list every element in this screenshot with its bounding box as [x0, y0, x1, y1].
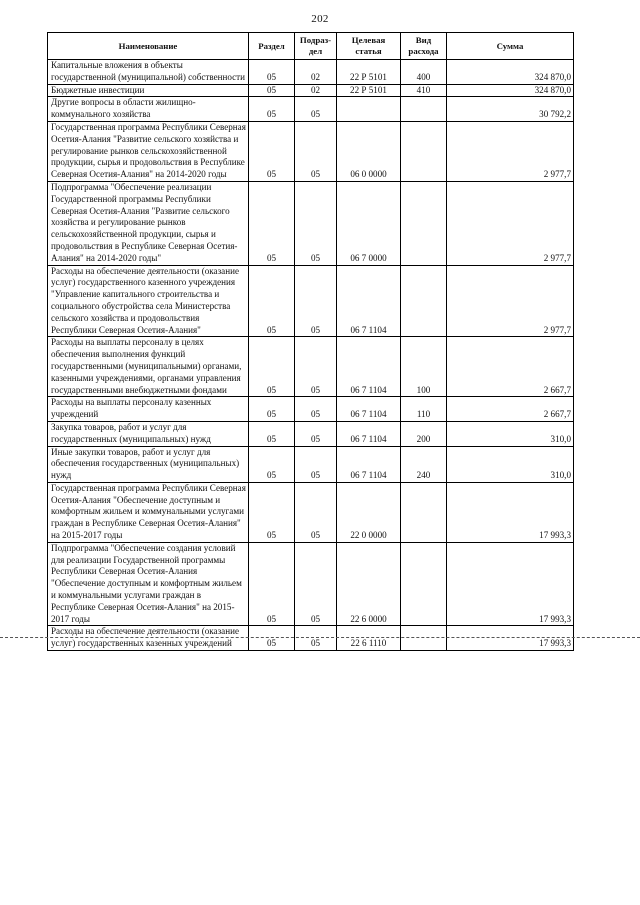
header-subsection: Подраз- дел	[295, 33, 337, 60]
cell-expense-type	[401, 181, 447, 265]
budget-table	[47, 32, 574, 651]
table-header-row	[48, 33, 574, 60]
cell-target-article: 22 0 0000	[337, 482, 401, 542]
cell-section: 05	[249, 337, 295, 397]
table-row	[48, 337, 574, 397]
cell-sum: 30 792,2	[447, 97, 574, 122]
cell-name: Капитальные вложения в объекты государственной (муниципальной) собственности	[48, 60, 249, 85]
cell-name: Расходы на обеспечение деятельности (оказание услуг) государственного казенного учреждения "Управление капитального строительства и социального обустройства села Министерства сельского хозяйства и продовольствия Республики Северная Осетия-Алания"	[48, 265, 249, 337]
cell-section: 05	[249, 446, 295, 482]
page-number: 202	[311, 13, 329, 25]
cell-subsection: 05	[295, 97, 337, 122]
cell-target-article: 22 Р 5101	[337, 60, 401, 85]
table-row	[48, 265, 574, 337]
scan-cut-line	[0, 637, 640, 638]
cell-section: 05	[249, 421, 295, 446]
cell-subsection: 05	[295, 542, 337, 626]
cell-section: 05	[249, 84, 295, 97]
table-row	[48, 482, 574, 542]
table-row	[48, 121, 574, 181]
cell-sum: 17 993,3	[447, 626, 574, 651]
cell-expense-type: 410	[401, 84, 447, 97]
cell-name: Расходы на выплаты персоналу казенных учреждений	[48, 397, 249, 422]
cell-name: Бюджетные инвестиции	[48, 84, 249, 97]
cell-target-article: 22 6 0000	[337, 542, 401, 626]
header-expense-type: Вид расхода	[401, 33, 447, 60]
cell-subsection: 05	[295, 265, 337, 337]
cell-target-article: 06 7 1104	[337, 265, 401, 337]
cell-name: Государственная программа Республики Северная Осетия-Алания "Обеспечение доступным и комфортным жильем и коммунальными услугами граждан в Республике Северная Осетия-Алания" на 2015-2017 годы	[48, 482, 249, 542]
cell-sum: 2 977,7	[447, 181, 574, 265]
cell-expense-type	[401, 121, 447, 181]
cell-expense-type	[401, 482, 447, 542]
cell-section: 05	[249, 397, 295, 422]
cell-subsection: 05	[295, 121, 337, 181]
cell-expense-type	[401, 542, 447, 626]
cell-target-article	[337, 97, 401, 122]
cell-section: 05	[249, 181, 295, 265]
cell-section: 05	[249, 265, 295, 337]
table-row	[48, 84, 574, 97]
cell-subsection: 05	[295, 181, 337, 265]
table-row	[48, 397, 574, 422]
table-row	[48, 181, 574, 265]
cell-target-article: 06 7 1104	[337, 337, 401, 397]
cell-subsection: 02	[295, 60, 337, 85]
cell-name: Другие вопросы в области жилищно-коммунального хозяйства	[48, 97, 249, 122]
table-row	[48, 446, 574, 482]
header-section: Раздел	[249, 33, 295, 60]
cell-expense-type: 240	[401, 446, 447, 482]
header-name: Наименование	[48, 33, 249, 60]
cell-name: Подпрограмма "Обеспечение реализации Государственной программы Республики Северная Осетия-Алания "Развитие сельского хозяйства и регулирование рынков сельскохозяйственной продукции, сырья и продовольствия в Республике Северная Осетия-Алания" на 2014-2020 годы"	[48, 181, 249, 265]
cell-subsection: 05	[295, 397, 337, 422]
cell-sum: 324 870,0	[447, 60, 574, 85]
cell-subsection: 02	[295, 84, 337, 97]
cell-name: Расходы на выплаты персоналу в целях обеспечения выполнения функций государственными (муниципальными) органами, казенными учреждениями, органами управления государственными внебюджетными фондами	[48, 337, 249, 397]
cell-sum: 2 667,7	[447, 397, 574, 422]
cell-expense-type	[401, 97, 447, 122]
cell-expense-type: 200	[401, 421, 447, 446]
cell-sum: 310,0	[447, 446, 574, 482]
cell-subsection: 05	[295, 446, 337, 482]
table-body	[48, 60, 574, 651]
cell-sum: 17 993,3	[447, 542, 574, 626]
cell-target-article: 06 7 1104	[337, 446, 401, 482]
cell-sum: 310,0	[447, 421, 574, 446]
cell-expense-type	[401, 626, 447, 651]
cell-sum: 17 993,3	[447, 482, 574, 542]
cell-section: 05	[249, 542, 295, 626]
cell-target-article: 06 7 1104	[337, 421, 401, 446]
cell-target-article: 06 7 0000	[337, 181, 401, 265]
cell-sum: 324 870,0	[447, 84, 574, 97]
cell-sum: 2 667,7	[447, 337, 574, 397]
cell-sum: 2 977,7	[447, 265, 574, 337]
table-row	[48, 421, 574, 446]
cell-target-article: 06 7 1104	[337, 397, 401, 422]
cell-subsection: 05	[295, 482, 337, 542]
header-sum: Сумма	[447, 33, 574, 60]
cell-target-article: 06 0 0000	[337, 121, 401, 181]
cell-name: Закупка товаров, работ и услуг для государственных (муниципальных) нужд	[48, 421, 249, 446]
cell-expense-type: 100	[401, 337, 447, 397]
cell-sum: 2 977,7	[447, 121, 574, 181]
header-target-article: Целевая статья	[337, 33, 401, 60]
cell-section: 05	[249, 60, 295, 85]
cell-section: 05	[249, 121, 295, 181]
cell-name: Подпрограмма "Обеспечение создания условий для реализации Государственной программы Республики Северная Осетия-Алания "Обеспечение доступным и комфортным жильем и коммунальными услугами граждан в Республике Северная Осетия-Алания" на 2015-2017 годы	[48, 542, 249, 626]
cell-expense-type	[401, 265, 447, 337]
cell-subsection: 05	[295, 337, 337, 397]
cell-name: Расходы на обеспечение деятельности (оказание услуг) государственных казенных учреждений	[48, 626, 249, 651]
cell-expense-type: 110	[401, 397, 447, 422]
cell-subsection: 05	[295, 421, 337, 446]
cell-name: Государственная программа Республики Северная Осетия-Алания "Развитие сельского хозяйства и регулирование рынков сельскохозяйственной продукции, сырья и продовольствия в Республике Северная Осетия-Алания" на 2014-2020 годы	[48, 121, 249, 181]
cell-target-article: 22 Р 5101	[337, 84, 401, 97]
cell-name: Иные закупки товаров, работ и услуг для обеспечения государственных (муниципальных) нужд	[48, 446, 249, 482]
cell-subsection: 05	[295, 626, 337, 651]
cell-expense-type: 400	[401, 60, 447, 85]
cell-section: 05	[249, 482, 295, 542]
cell-target-article: 22 6 1110	[337, 626, 401, 651]
table-row	[48, 542, 574, 626]
table-row	[48, 97, 574, 122]
cell-section: 05	[249, 97, 295, 122]
cell-section: 05	[249, 626, 295, 651]
table-row	[48, 626, 574, 651]
table-row	[48, 60, 574, 85]
